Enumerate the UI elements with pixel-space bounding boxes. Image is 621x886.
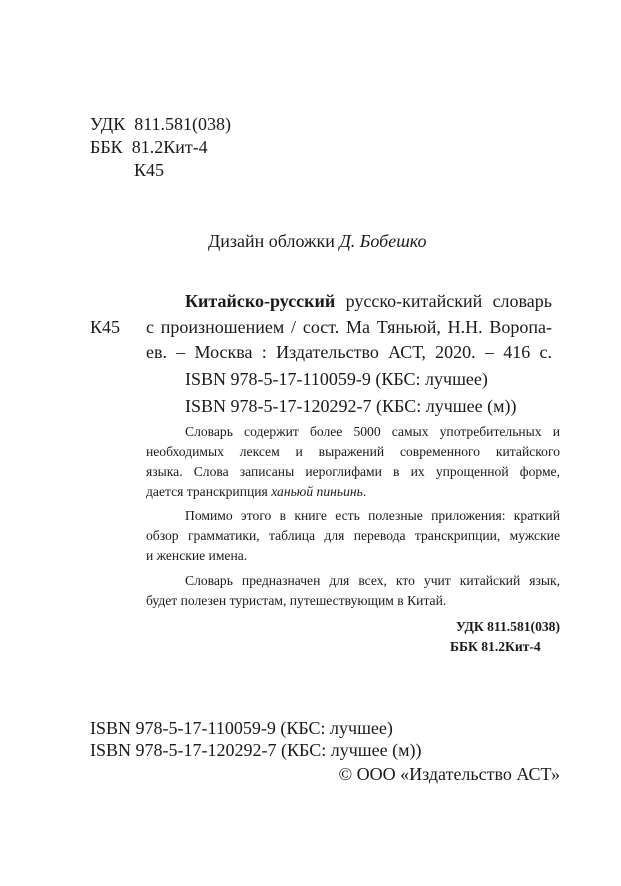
catalog-line-1 [185, 292, 552, 310]
cover-designer: Д. Бобешко [339, 231, 427, 251]
udk-value: 811.581(038) [134, 114, 232, 134]
abstract-p1-l2: необходимых лексем и выражений современного китайского [146, 444, 560, 459]
header-udk [90, 115, 231, 133]
text: . [362, 484, 367, 499]
pinyin-term: ханьюй пиньинь [271, 484, 363, 499]
catalog-line-2: с произношением / сост. Ма Тяньюй, Н.Н. Воропа- [146, 317, 552, 337]
footer-isbn-1: ISBN 978-5-17-110059-9 (КБС: лучшее) [90, 718, 393, 738]
catalog-title-rest: русско-китайский словарь [345, 291, 552, 311]
catalog-isbn-1: ISBN 978-5-17-110059-9 (КБС: лучшее) [185, 369, 488, 389]
abstract-p1-l1: Словарь содержит более 5000 самых употребительных и [185, 424, 560, 439]
text: дается транскрипция [146, 484, 268, 499]
catalog-isbn-2: ISBN 978-5-17-120292-7 (КБС: лучшее (м)) [185, 396, 517, 416]
catalog-line-3: ев. – Москва : Издательство АСТ, 2020. – 416 с. [146, 342, 552, 362]
abstract-p1-l4 [146, 485, 366, 499]
abstract-p2-l1: Помимо этого в книге есть полезные приложения: краткий [185, 508, 560, 523]
bbk-label: ББК [90, 137, 123, 157]
catalog-title: Китайско-русский [185, 291, 336, 311]
abstract-p2-l3: и женские имена. [146, 548, 248, 563]
footer-copyright: © ООО «Издательство АСТ» [338, 764, 560, 784]
udk-label: УДК [90, 114, 126, 134]
cover-design-credit [208, 232, 427, 250]
abstract-p3-l1: Словарь предназначен для всех, кто учит китайский язык, [185, 573, 560, 588]
abstract-p3-l2: будет полезен туристам, путешествующим в Китай. [146, 593, 447, 608]
abstract-udk: УДК 811.581(038) [455, 619, 560, 634]
header-author-mark: К45 [134, 160, 165, 180]
bbk-value: 81.2Кит-4 [131, 137, 208, 157]
footer-isbn-2: ISBN 978-5-17-120292-7 (КБС: лучшее (м)) [90, 740, 422, 760]
abstract-p1-l3: языка. Слова записаны иероглифами в их упрощенной форме, [146, 464, 560, 479]
catalog-author-mark: К45 [90, 317, 121, 337]
abstract-bbk: ББК 81.2Кит-4 [450, 639, 541, 654]
abstract-p2-l2: обзор грамматики, таблица для перевода транскрипции, мужские [146, 528, 560, 543]
header-bbk [90, 138, 208, 156]
cover-design-label: Дизайн обложки [208, 231, 335, 251]
